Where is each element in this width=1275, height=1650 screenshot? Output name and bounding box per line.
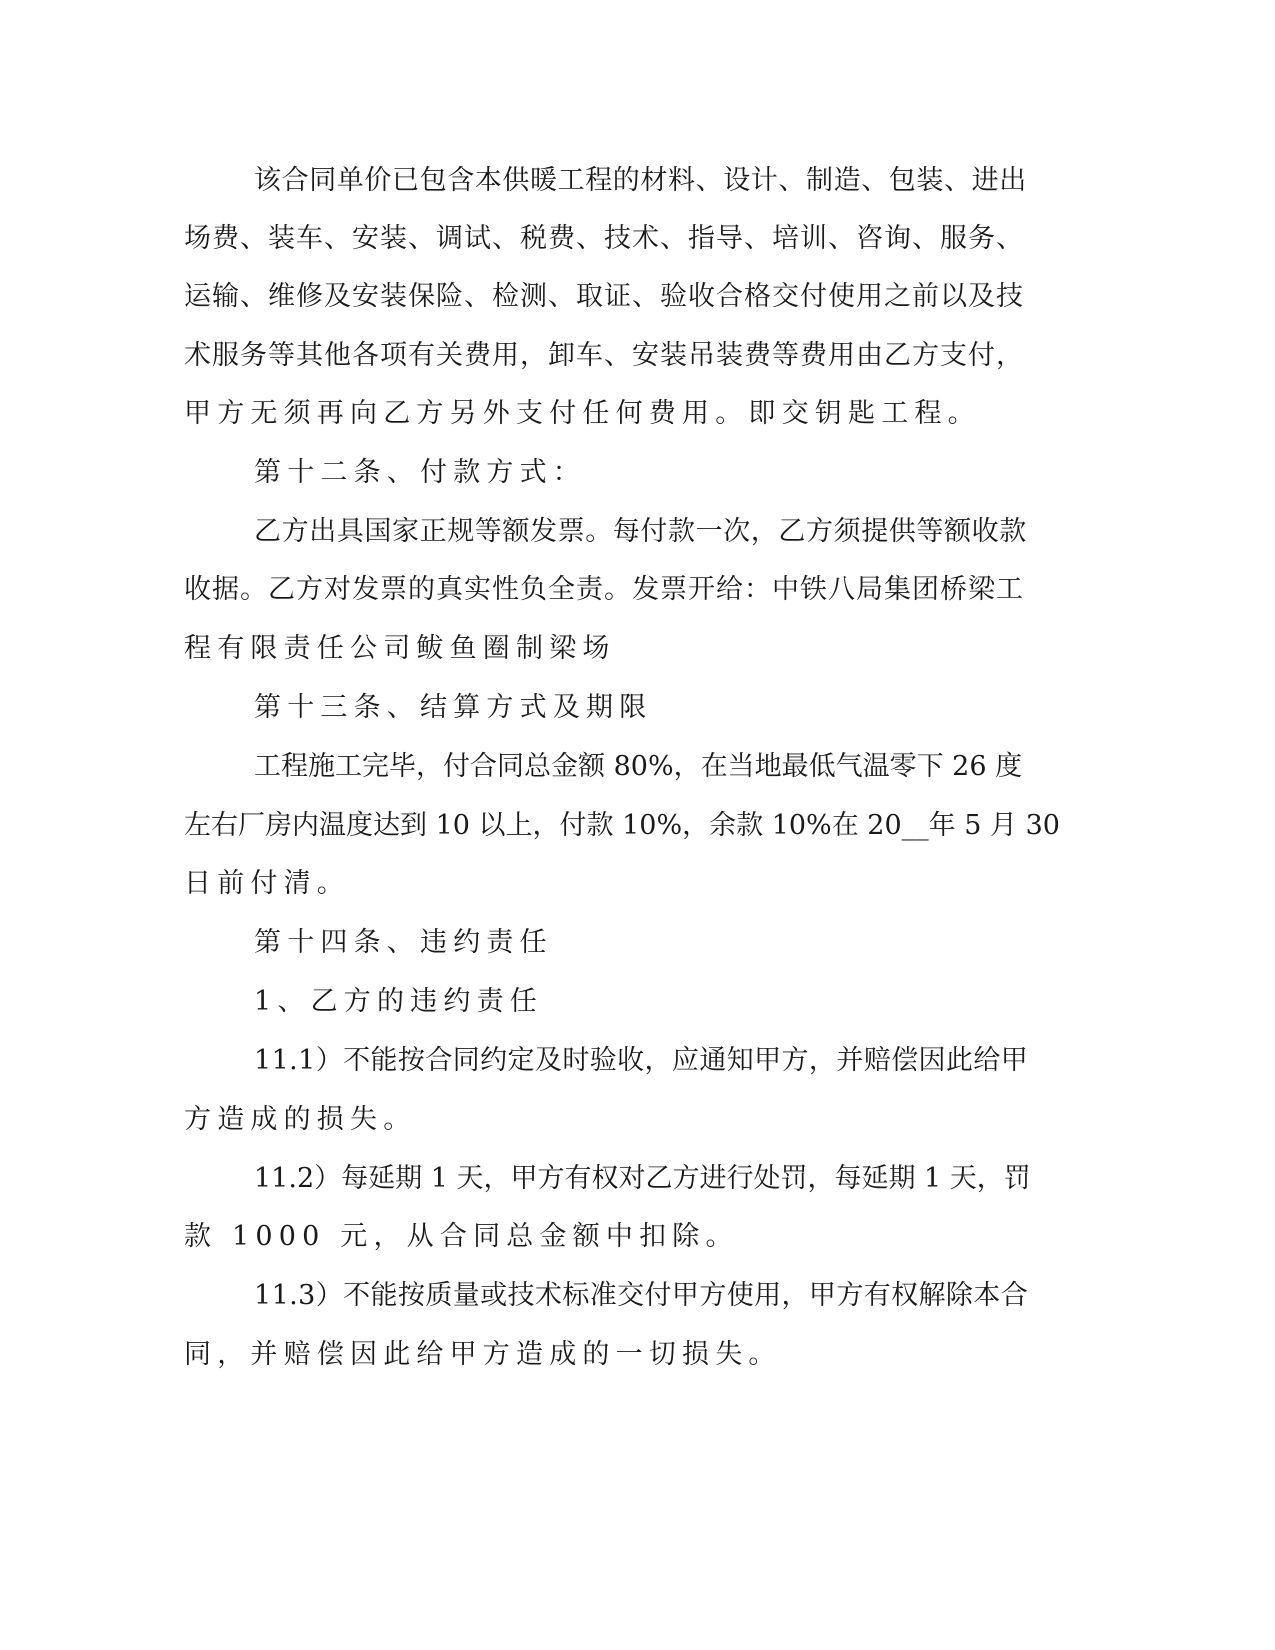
paragraph-line: 运输、维修及安装保险、检测、取证、验收合格交付使用之前以及技 — [184, 281, 1024, 312]
paragraph-line: 11.3）不能按质量或技术标准交付甲方使用，甲方有权解除本合 — [254, 1280, 1029, 1311]
section-heading: 第十四条、违约责任 — [254, 927, 553, 958]
paragraph-line: 工程施工完毕，付合同总金额 80%，在当地最低气温零下 26 度 — [254, 751, 1023, 782]
paragraph-line: 术服务等其他各项有关费用，卸车、安装吊装费等费用由乙方支付， — [184, 340, 1024, 371]
paragraph-line: 11.1）不能按合同约定及时验收，应通知甲方，并赔偿因此给甲 — [254, 1045, 1029, 1076]
paragraph-line: 方造成的损失。 — [184, 1104, 417, 1135]
paragraph-line: 场费、装车、安装、调试、税费、技术、指导、培训、咨询、服务、 — [184, 223, 1024, 254]
paragraph-line: 左右厂房内温度达到 10 以上，付款 10%，余款 10%在 20__年 5 月 30 — [184, 810, 1060, 841]
paragraph-line: 款 1000 元，从合同总金额中扣除。 — [184, 1221, 739, 1252]
section-heading: 第十二条、付款方式： — [254, 457, 586, 488]
paragraph-line: 日前付清。 — [184, 868, 350, 899]
subsection-heading: 1、乙方的违约责任 — [254, 986, 543, 1017]
section-heading: 第十三条、结算方式及期限 — [254, 692, 653, 723]
paragraph-line: 同，并赔偿因此给甲方造成的一切损失。 — [184, 1339, 782, 1370]
paragraph-line: 程有限责任公司鲅鱼圈制梁场 — [184, 633, 616, 664]
paragraph-line: 甲方无须再向乙方另外支付任何费用。即交钥匙工程。 — [184, 398, 981, 429]
paragraph-line: 11.2）每延期 1 天，甲方有权对乙方进行处罚，每延期 1 天，罚 — [254, 1163, 1031, 1194]
paragraph-line: 收据。乙方对发票的真实性负全责。发票开给：中铁八局集团桥梁工 — [184, 574, 1024, 605]
paragraph-line: 乙方出具国家正规等额发票。每付款一次，乙方须提供等额收款 — [254, 516, 1027, 547]
paragraph-line: 该合同单价已包含本供暖工程的材料、设计、制造、包装、进出 — [254, 165, 1027, 196]
